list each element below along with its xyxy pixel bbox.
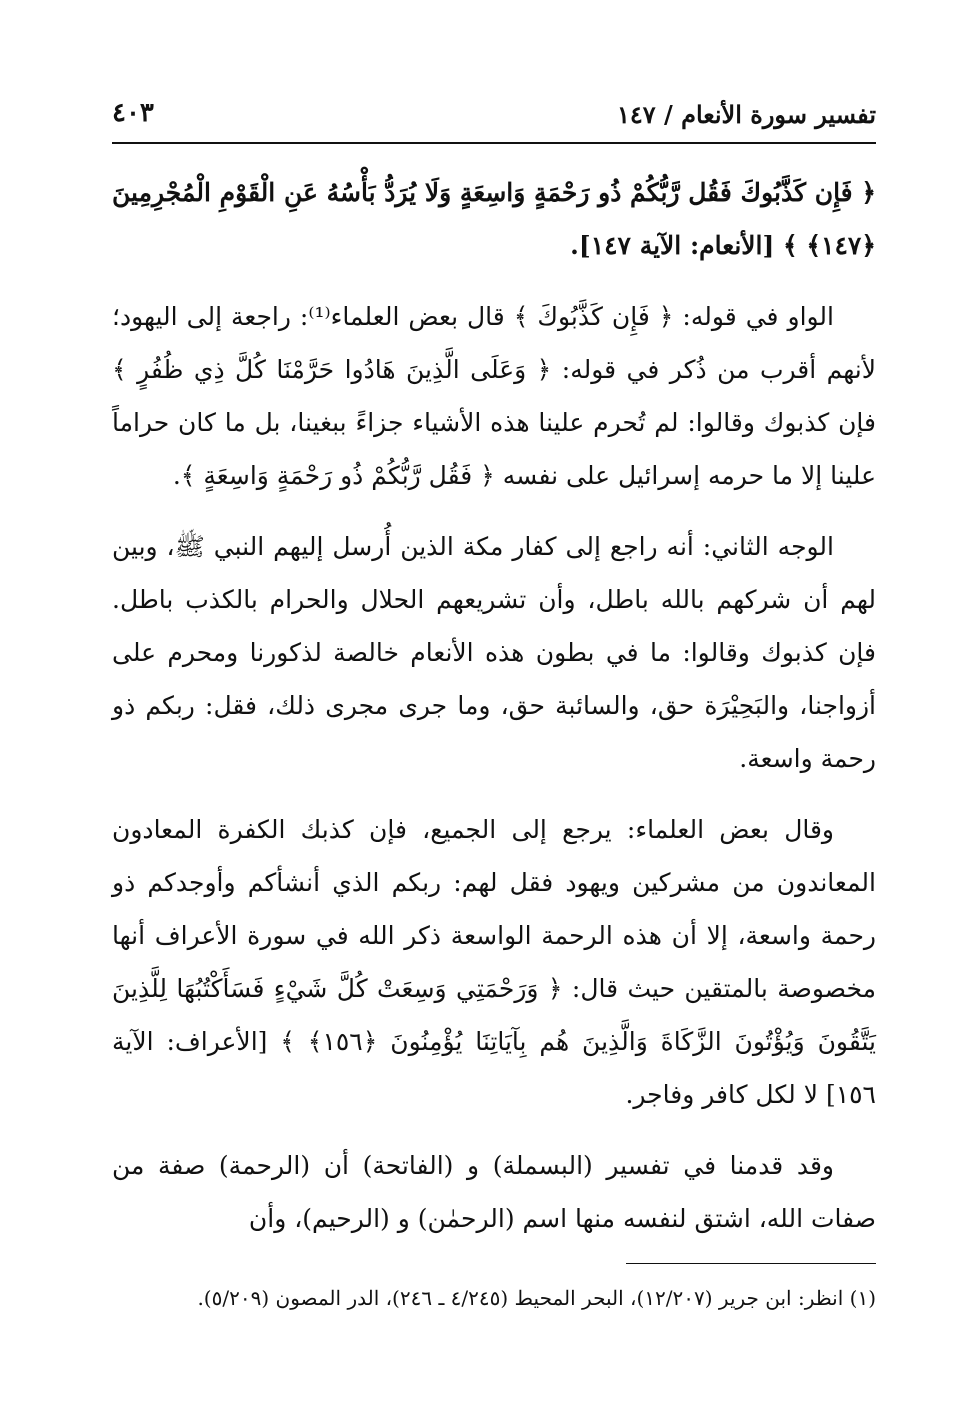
page-header [112,96,876,144]
body-text [112,166,876,1245]
book-page [112,96,876,1356]
page-number: ٤٠٣ [112,98,154,128]
running-title: تفسير سورة الأنعام / ١٤٧ [616,100,876,129]
paragraph-mercy-attribute: وقد قدمنا في تفسير (البسملة) و (الفاتحة) أن (الرحمة) صفة من صفات الله، اشتق لنفسه منها اسم (الرحمٰن) و (الرحيم)، وأن [112,1151,876,1233]
footnotes [112,1278,876,1318]
footnote-item: (١) انظر: ابن جرير (١٢/٢٠٧)، البحر المحيط (٤/٢٤٥ ـ ٢٤٦)، الدر المصون (٥/٢٠٩). [197,1286,876,1310]
paragraph-verse-147: ﴿ فَإِن كَذَّبُوكَ فَقُل رَّبُّكُمْ ذُو رَحْمَةٍ وَاسِعَةٍ وَلَا يُرَدُّ بَأْسُهُ عَنِ الْقَوْمِ الْمُجْرِمِينَ ﴿١٤٧﴾ ﴾ [الأنعام: الآية ١٤٧]. [112,178,876,260]
paragraph-third-interpretation: وقال بعض العلماء: يرجع إلى الجميع، فإن كذبك الكفرة المعادون المعاندون من مشركين ويهود فقل لهم: ربكم الذي أنشأكم وأوجدكم ذو رحمة واسعة، إلا أن هذه الرحمة الواسعة ذكر الله في سورة الأعراف أنها مخصوصة بالمتقين حيث قال: ﴿ وَرَحْمَتِي وَسِعَتْ كُلَّ شَيْءٍ فَسَأَكْتُبُهَا لِلَّذِينَ يَتَّقُونَ وَيُؤْتُونَ الزَّكَاةَ وَالَّذِينَ هُم بِآيَاتِنَا يُؤْمِنُونَ ﴿١٥٦﴾ ﴾ [الأعراف: الآية ١٥٦] لا لكل كافر وفاجر. [112,815,876,1109]
paragraph-first-interpretation: الواو في قوله: ﴿ فَإِن كَذَّبُوكَ ﴾ قال بعض العلماء⁽¹⁾: راجعة إلى اليهود؛ لأنهم أقرب من ذُكر في قوله: ﴿ وَعَلَى الَّذِينَ هَادُوا حَرَّمْنَا كُلَّ ذِي ظُفُرٍ ﴾ فإن كذبوك وقالوا: لم تُحرم علينا هذه الأشياء جزاءً ببغينا، بل ما كان حراماً علينا إلا ما حرمه إسرائيل على نفسه ﴿ فَقُل رَّبُّكُمْ ذُو رَحْمَةٍ وَاسِعَةٍ ﴾. [112,302,876,490]
paragraph-second-interpretation: الوجه الثاني: أنه راجع إلى كفار مكة الذين أُرسل إليهم النبي ﷺ، وبين لهم أن شركهم بالله باطل، وأن تشريعهم الحلال والحرام بالكذب باطل. فإن كذبوك وقالوا: ما في بطون هذه الأنعام خالصة لذكورنا ومحرم على أزواجنا، والبَحِيْرَة حق، والسائبة حق، وما جرى مجرى ذلك، فقل: ربكم ذو رحمة واسعة. [112,532,876,773]
footnote-divider [626,1263,876,1264]
